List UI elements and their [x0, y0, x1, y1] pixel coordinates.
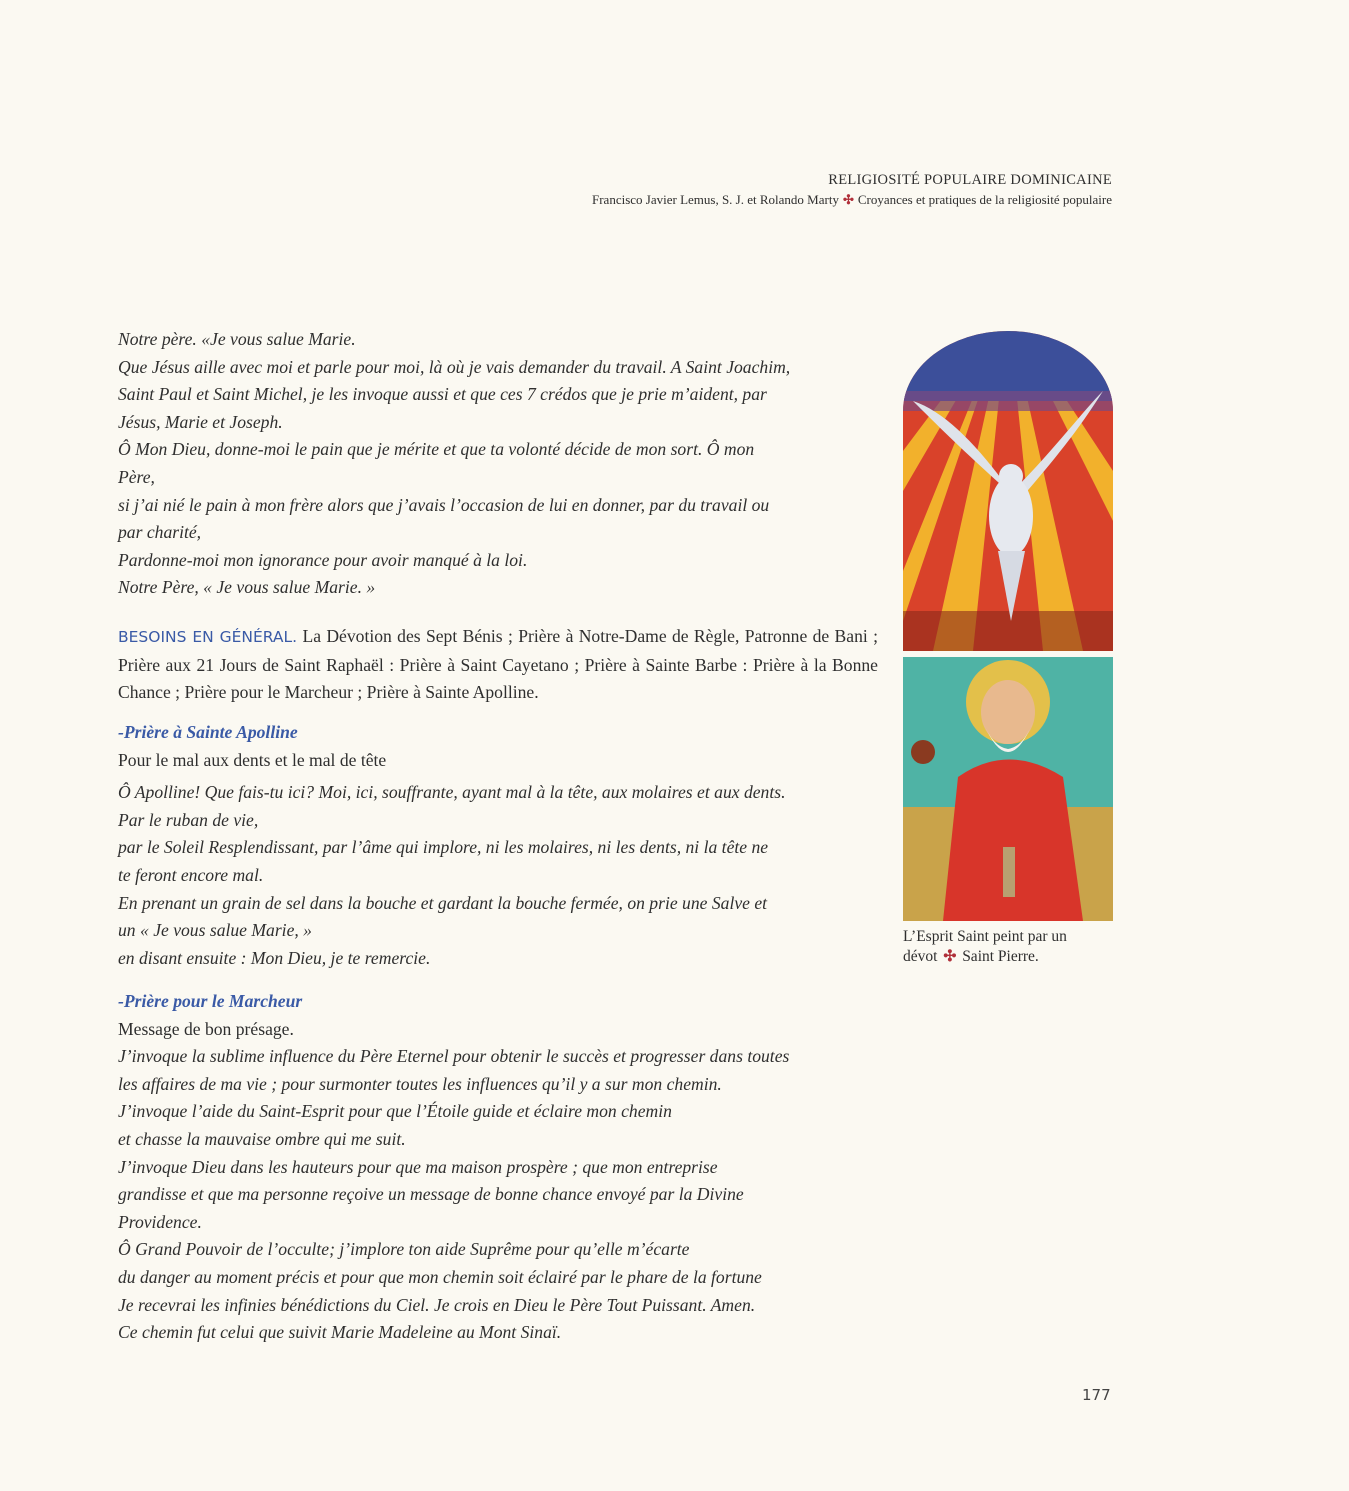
text-line: Notre Père, « Je vous salue Marie. » — [118, 577, 376, 598]
prayer-intro — [118, 326, 878, 602]
prayer-apolline — [118, 719, 878, 972]
text-line: Notre père. «Je vous salue Marie. — [118, 329, 356, 349]
caption-text: Saint Pierre. — [962, 948, 1039, 965]
text-line: grandisse et que ma personne reçoive un message de bonne chance envoyé par la Divine — [118, 1184, 744, 1205]
text-line: et chasse la mauvaise ombre qui me suit. — [118, 1128, 406, 1149]
prayer-heading: -Prière pour le Marcheur — [118, 991, 303, 1011]
cross-icon: ✣ — [842, 192, 854, 207]
cross-icon: ✣ — [943, 948, 957, 965]
text-line: Ô Grand Pouvoir de l’occulte; j’implore ton aide Suprême pour qu’elle m’écarte — [118, 1239, 690, 1260]
section-label: BESOINS EN GÉNÉRAL. — [118, 628, 298, 646]
page-number: 177 — [1082, 1386, 1111, 1404]
text-line: En prenant un grain de sel dans la bouche et gardant la bouche fermée, on prie une Salve et — [118, 892, 768, 913]
prayer-marcheur — [118, 988, 878, 1347]
text-line: Je recevrai les infinies bénédictions du Ciel. Je crois en Dieu le Père Tout Puissant. Amen. — [118, 1294, 756, 1315]
text-line: Pardonne-moi mon ignorance pour avoir manqué à la loi. — [118, 549, 528, 570]
text-line: par charité, — [118, 522, 202, 543]
running-title: RELIGIOSITÉ POPULAIRE DOMINICAINE — [828, 172, 1112, 188]
text-line: Que Jésus aille avec moi et parle pour moi, là où je vais demander du travail. A Saint Joachim, — [118, 356, 791, 377]
caption-line: L’Esprit Saint peint par un — [903, 928, 1067, 945]
chapter-title: Croyances et pratiques de la religiosité populaire — [857, 192, 1112, 207]
section-text: La Dévotion des Sept Bénis ; Prière à Notre-Dame de Règle, Patronne de Bani ; Prière aux 21 Jours de Saint Raphaël : Prière à Saint Cayetano ; Prière à Sainte Barbe : Prière à la Bonne Chance ; Prière pour le Marcheur ; Prière à Sainte Apolline. — [118, 626, 878, 703]
text-line: J’invoque la sublime influence du Père Eternel pour obtenir le succès et progresser dans toutes — [118, 1046, 790, 1067]
text-line: les affaires de ma vie ; pour surmonter toutes les influences qu’il y a sur mon chemin. — [118, 1073, 722, 1094]
running-subtitle — [592, 192, 1112, 208]
section-besoins — [118, 623, 878, 707]
prayer-heading: -Prière à Sainte Apolline — [118, 722, 298, 742]
text-line: Ô Apolline! Que fais-tu ici? Moi, ici, souffrante, ayant mal à la tête, aux molaires et aux dents. — [118, 782, 786, 803]
caption-text: dévot — [903, 948, 938, 965]
text-line: si j’ai nié le pain à mon frère alors que j’avais l’occasion de lui en donner, par du travail ou — [118, 494, 770, 515]
prayer-subtitle: Message de bon présage. — [118, 1018, 294, 1039]
text-line: en disant ensuite : Mon Dieu, je te remercie. — [118, 947, 431, 968]
text-line: Jésus, Marie et Joseph. — [118, 411, 283, 432]
prayer-subtitle: Pour le mal aux dents et le mal de tête — [118, 749, 387, 770]
text-line: Ô Mon Dieu, donne-moi le pain que je mérite et que ta volonté décide de mon sort. Ô mon — [118, 439, 755, 460]
text-line: un « Je vous salue Marie, » — [118, 920, 312, 941]
text-line: Par le ruban de vie, — [118, 809, 259, 830]
text-line: J’invoque l’aide du Saint-Esprit pour que l’Étoile guide et éclaire mon chemin — [118, 1101, 672, 1122]
text-line: par le Soleil Resplendissant, par l’âme qui implore, ni les molaires, ni les dents, ni la tête ne — [118, 837, 769, 858]
text-line: Père, — [118, 466, 155, 487]
text-line: Providence. — [118, 1211, 202, 1232]
figure-caption — [903, 927, 1067, 967]
text-line: J’invoque Dieu dans les hauteurs pour que ma maison prospère ; que mon entreprise — [118, 1156, 718, 1177]
holy-spirit-dove-image — [903, 331, 1113, 651]
text-line: te feront encore mal. — [118, 864, 264, 885]
authors: Francisco Javier Lemus, S. J. et Rolando Marty — [591, 192, 839, 207]
text-line: du danger au moment précis et pour que mon chemin soit éclairé par le phare de la fortune — [118, 1266, 762, 1287]
text-line: Ce chemin fut celui que suivit Marie Madeleine au Mont Sinaï. — [118, 1322, 562, 1343]
text-line: Saint Paul et Saint Michel, je les invoque aussi et que ces 7 crédos que je prie m’aident, par — [118, 384, 767, 405]
saint-pierre-image — [903, 657, 1113, 921]
